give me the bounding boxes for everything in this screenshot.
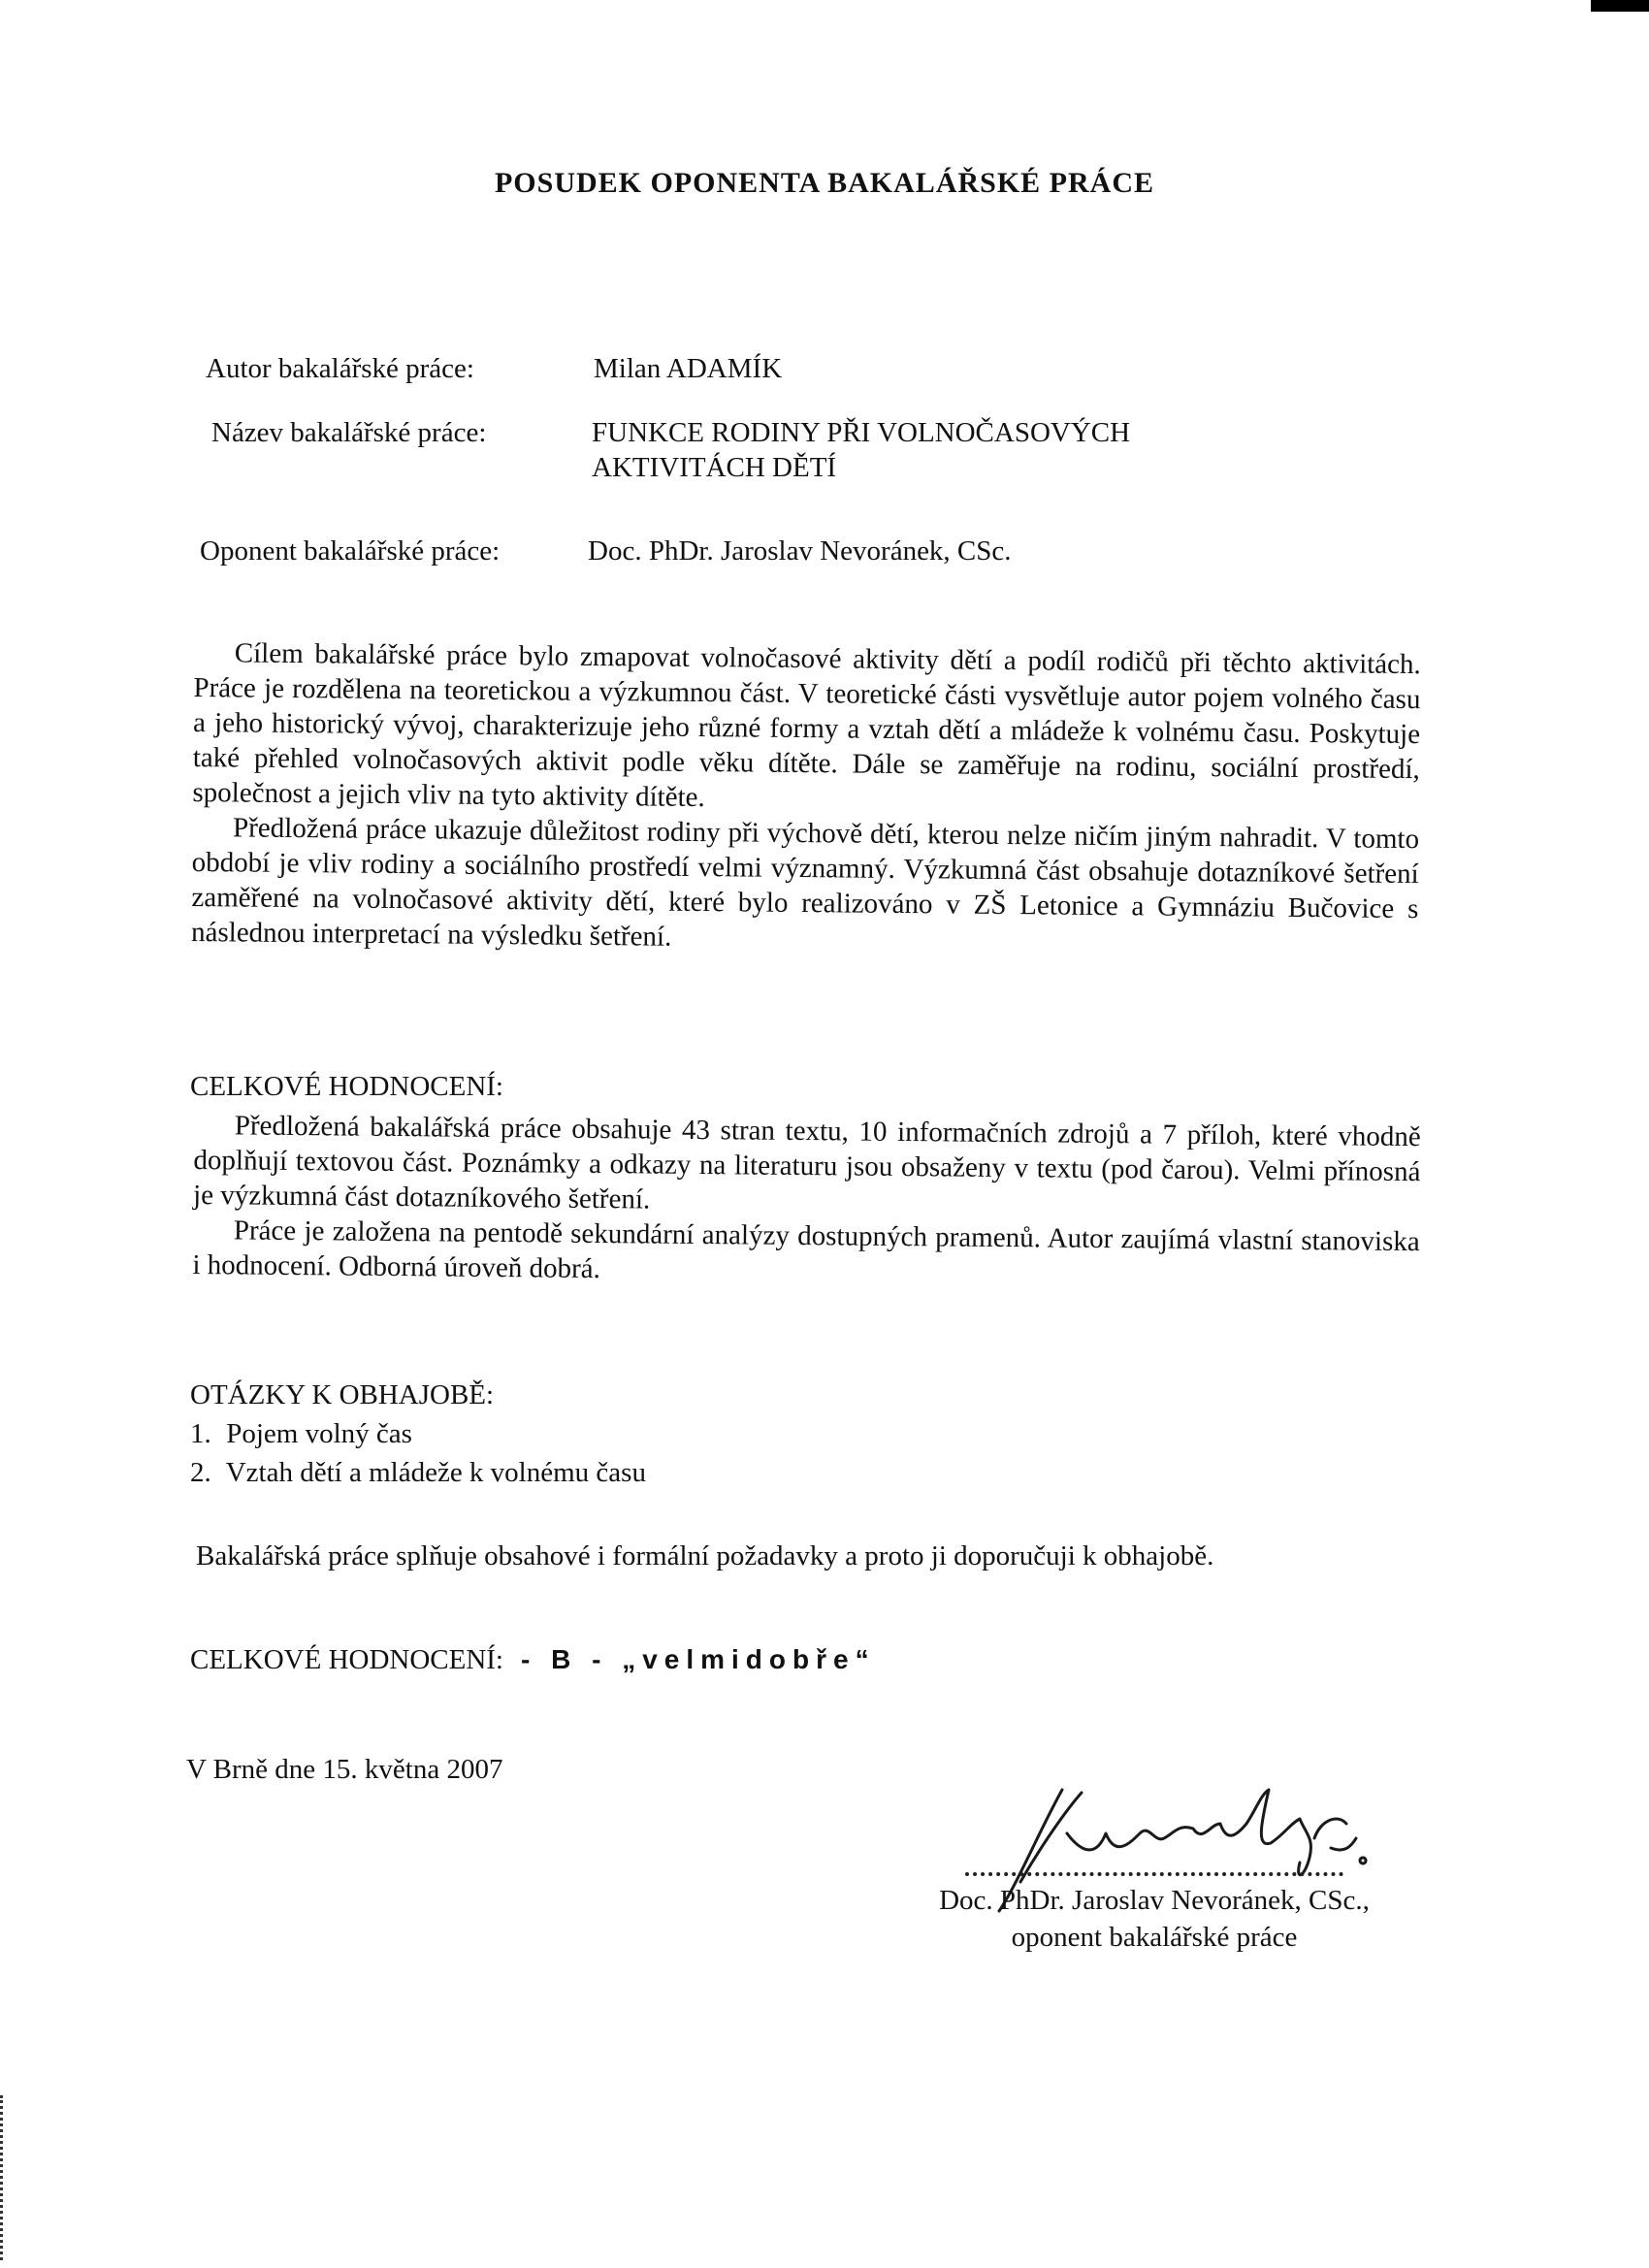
question-number: 1. bbox=[190, 1418, 211, 1449]
intro-paragraph-1: Cílem bakalářské práce bylo zmapovat volnočasové aktivity dětí a podíl rodičů při těchto aktivitách. Práce je rozdělena na teoretickou a výzkumnou část. V teoretické části vysvětluje autor pojem volného času a jeho historický vývoj, charakterizuje jeho různé formy a vztah dětí a mládeže k volnému času. Poskytuje také přehled volnočasových aktivit podle věku dítěte. Dále se zaměřuje na rodinu, sociální prostředí, společnost a jejich vliv na tyto aktivity dítěte. bbox=[192, 637, 1421, 814]
overall-paragraph-2: Práce je založena na pentodě sekundární analýzy dostupných pramenů. Autor zaujímá vlastní stanoviska i hodnocení. Odborná úroveň dobrá. bbox=[192, 1215, 1420, 1285]
question-text: Pojem volný čas bbox=[226, 1418, 412, 1449]
overall-section bbox=[192, 1108, 1421, 1294]
overall-paragraph-1: Předložená bakalářská práce obsahuje 43 stran textu, 10 informačních zdrojů a 7 příloh, které vhodně doplňují textovou část. Poznámky a odkazy na literaturu jsou obsaženy v textu (pod čarou). Velmi přínosná je výzkumná část dotazníkového šetření. bbox=[192, 1110, 1421, 1215]
signature-role: oponent bakalářské práce bbox=[1011, 1922, 1298, 1953]
final-evaluation-label: CELKOVÉ HODNOCENÍ: bbox=[190, 1644, 503, 1675]
signature-name: Doc. PhDr. Jaroslav Nevoránek, CSc., bbox=[939, 1885, 1370, 1916]
overall-heading: CELKOVÉ HODNOCENÍ: bbox=[190, 1071, 503, 1102]
intro-paragraph-2: Předložená práce ukazuje důležitost rodiny při výchově dětí, kterou nelze ničím jiným nahradit. V tomto období je vliv rodiny a sociálního prostředí velmi významný. Výzkumná část obsahuje dotazníkové šetření zaměřené na volnočasové aktivity dětí, které bylo realizováno v ZŠ Letonice a Gymnáziu Bučovice s následnou interpretací na výsledku šetření. bbox=[190, 812, 1420, 953]
scan-edge-dots bbox=[0, 2095, 6, 2260]
final-grade: - B - „velmidobře“ bbox=[521, 1644, 876, 1674]
question-item bbox=[190, 1453, 646, 1492]
intro-section bbox=[191, 635, 1421, 961]
question-number: 2. bbox=[190, 1457, 211, 1488]
question-text: Vztah dětí a mládeže k volnému času bbox=[225, 1457, 646, 1488]
place-date: V Brně dne 15. května 2007 bbox=[186, 1754, 503, 1785]
meta-value-title-line2: AKTIVITÁCH DĚTÍ bbox=[592, 452, 837, 483]
meta-label-opponent: Oponent bakalářské práce: bbox=[200, 535, 501, 567]
recommendation-text: Bakalářská práce splňuje obsahové i formální požadavky a proto ji doporučuji k obhajobě. bbox=[196, 1540, 1214, 1571]
meta-value-title: FUNKCE RODINY PŘI VOLNOČASOVÝCH bbox=[592, 417, 1131, 448]
questions-list bbox=[190, 1414, 646, 1492]
meta-value-opponent: Doc. PhDr. Jaroslav Nevoránek, CSc. bbox=[588, 535, 1012, 567]
signature-block bbox=[902, 1882, 1406, 1956]
scan-edge-mark bbox=[1591, 0, 1649, 12]
meta-label-author: Autor bakalářské práce: bbox=[206, 353, 474, 384]
meta-value-author: Milan ADAMÍK bbox=[594, 353, 783, 384]
meta-label-title: Název bakalářské práce: bbox=[211, 417, 487, 448]
questions-heading: OTÁZKY K OBHAJOBĚ: bbox=[190, 1379, 495, 1410]
signature-dotted-line bbox=[965, 1872, 1343, 1876]
question-item bbox=[190, 1414, 646, 1453]
final-evaluation bbox=[190, 1642, 876, 1677]
document-title: POSUDEK OPONENTA BAKALÁŘSKÉ PRÁCE bbox=[494, 167, 1155, 199]
